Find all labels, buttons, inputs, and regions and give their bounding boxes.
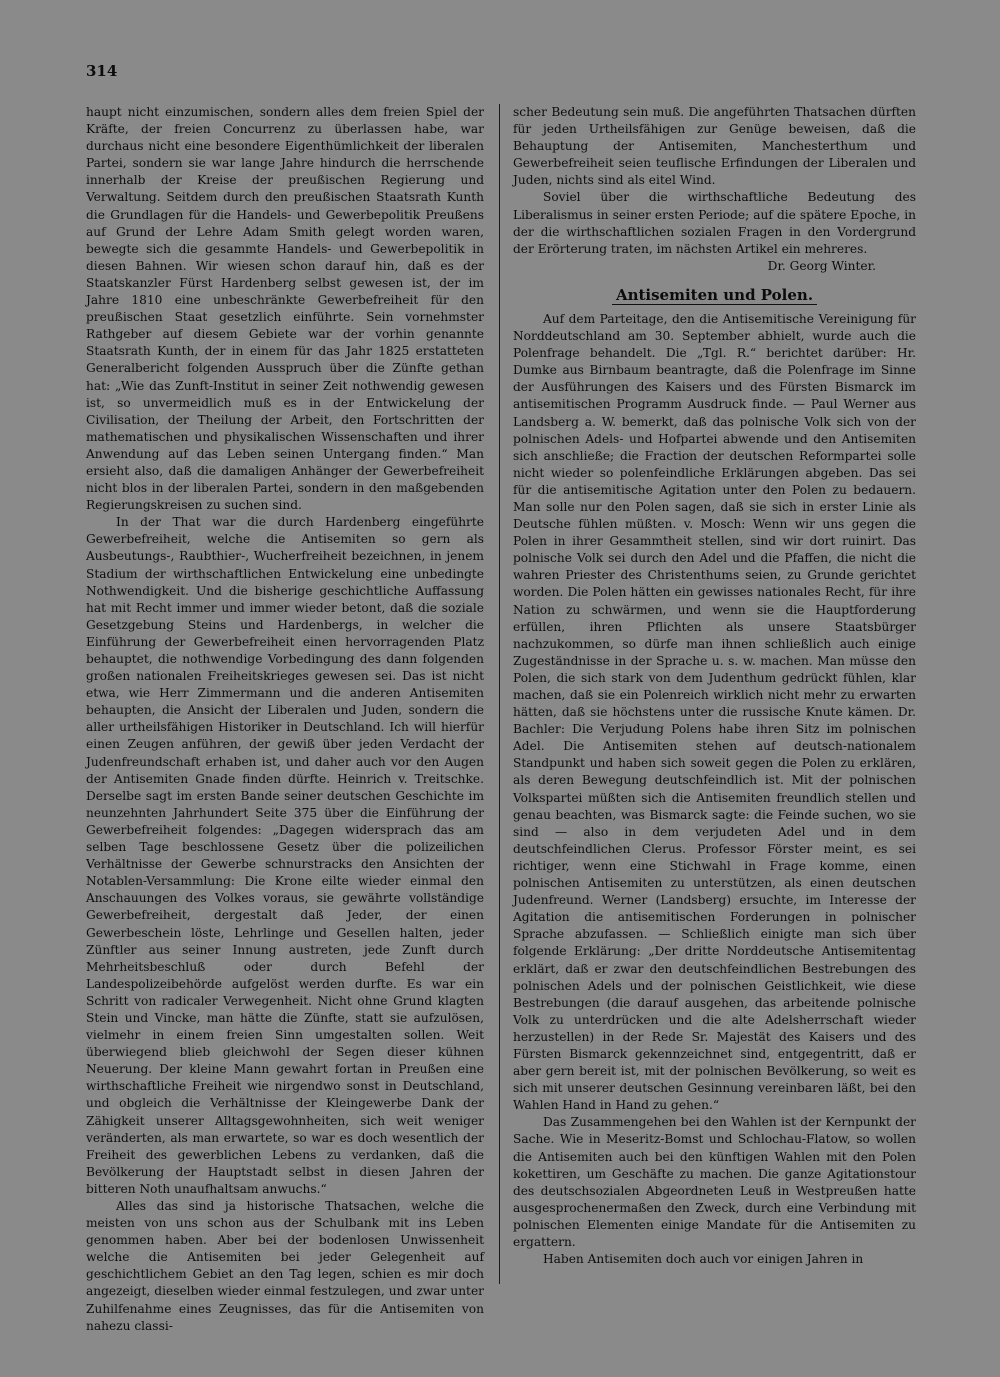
right-column [513, 104, 916, 1268]
article-title-text: Antisemiten und Polen. [612, 286, 817, 305]
paragraph: Das Zusammengehen bei den Wahlen ist der Kernpunkt der Sache. Wie in Meseritz-Bomst und Schlochau-Flatow, so wollen die Antisemiten auch bei den künftigen Wahlen mit den Polen kokettiren, um Geschäfte zu machen. Die ganze Agitationstour des deutschsozialen Abgeordneten Leuß in Westpreußen hatte ausgesprochenermaßen den Zweck, durch eine Verbindung mit polnischen Elementen einige Mandate für die Antisemiten zu ergattern. [513, 1115, 916, 1249]
left-column [86, 104, 484, 1335]
paragraph: In der That war die durch Hardenberg eingeführte Gewerbefreiheit, welche die Antisemiten so gern als Ausbeutungs-, Raubthier-, Wucherfreiheit bezeichnen, in jenem Stadium der wirthschaftlichen Entwickelung eine unbedingte Nothwendigkeit. Und die bisherige geschichtliche Auffassung hat mit Recht immer und immer wieder betont, daß die soziale Gesetzgebung Steins und Hardenbergs, in welcher die Einführung der Gewerbefreiheit einen hervorragenden Platz behauptet, die nothwendige Vorbedingung des dann folgenden großen nationalen Freiheitskrieges gewesen sei. Das ist nicht etwa, wie Herr Zimmermann und die anderen Antisemiten behaupten, die Ansicht der Liberalen und Juden, sondern die aller urtheilsfähigen Historiker in Deutschland. Ich will hierfür einen Zeugen anführen, der gewiß über jeden Verdacht der Judenfreundschaft erhaben ist, und daher auch vor den Augen der Antisemiten Gnade finden dürfte. Heinrich v. Treitschke. Derselbe sagt im ersten Bande seiner deutschen Geschichte im neunzehnten Jahrhundert Seite 375 über die Einführung der Gewerbefreiheit folgendes: „Dagegen widersprach das am selben Tage beschlossene Gesetz über die polizeilichen Verhältnisse der Gewerbe schnurstracks den Ansichten der Notablen-Versammlung: Die Krone eilte wieder einmal den Anschauungen des Volkes voraus, sie gewährte vollständige Gewerbefreiheit, dergestalt daß Jeder, der einen Gewerbeschein löste, Lehrlinge und Gesellen halten, jeder Zünftler aus seiner Innung austreten, jede Zunft durch Mehrheitsbeschluß oder durch Befehl der Landespolizeibehörde aufgelöst werden durfte. Es war ein Schritt von radicaler Verwegenheit. Nicht ohne Grund klagten Stein und Vincke, man hätte die Zünfte, statt sie aufzulösen, vielmehr in einem freien Sinn umgestalten sollen. Weit überwiegend blieb gleichwohl der Segen dieser kühnen Neuerung. Der kleine Mann gewahrt fortan in Preußen eine wirthschaftliche Freiheit wie nirgendwo sonst in Deutschland, und obgleich die Verhältnisse der Kleingewerbe Dank der Zähigkeit unserer Alltagsgewohnheiten, sich weit weniger veränderten, als man erwartete, so war es doch wesentlich der Freiheit des gewerblichen Lebens zu verdanken, daß die Bevölkerung der Hauptstadt selbst in diesen Jahren der bitteren Noth unaufhaltsam anwuchs.“ [86, 515, 484, 1196]
paragraph: haupt nicht einzumischen, sondern alles dem freien Spiel der Kräfte, der freien Concurrenz zu überlassen habe, war durchaus nicht eine besondere Eigenthümlichkeit der liberalen Partei, sondern sie war lange Jahre hindurch die herrschende innerhalb der Kreise der preußischen Regierung und Verwaltung. Seitdem durch den preußischen Staatsrath Kunth die Grundlagen für die Handels- und Gewerbepolitik Preußens auf Grund der Lehre Adam Smith gelegt worden waren, bewegte sich die gesammte Handels- und Gewerbepolitik in diesen Bahnen. Wir wiesen schon darauf hin, daß es der Staatskanzler Fürst Hardenberg selbst gewesen ist, der im Jahre 1810 eine unbeschränkte Gewerbefreiheit für den preußischen Staat gesetzlich einführte. Sein vornehmster Rathgeber auf diesem Gebiete war der vorhin genannte Staatsrath Kunth, der in einem für das Jahr 1825 erstatteten Generalbericht folgenden Ausspruch über die Zünfte gethan hat: „Wie das Zunft-Institut in seiner Zeit nothwendig gewesen ist, so unvermeidlich muß es in der Entwickelung der Civilisation, der Theilung der Arbeit, den Fortschritten der mathematischen und physikalischen Wissenschaften und ihrer Anwendung auf das Leben seinen Untergang finden.“ Man ersieht also, daß die damaligen Anhänger der Gewerbefreiheit nicht blos in der liberalen Partei, sondern in den maßgebenden Regierungskreisen zu suchen sind. [86, 105, 484, 513]
author-signature: Dr. Georg Winter. [767, 258, 876, 273]
article-title [513, 285, 916, 305]
paragraph: Alles das sind ja historische Thatsachen, welche die meisten von uns schon aus der Schulbank mit ins Leben genommen haben. Aber bei der bodenlosen Unwissenheit welche die Antisemiten bei jeder Gelegenheit auf geschichtlichem Gebiet an den Tag legen, schien es mir doch angezeigt, dieselben wieder einmal festzulegen, und zwar unter Zuhilfenahme eines Zeugnisses, das für die Antisemiten von nahezu classi- [86, 1199, 484, 1333]
paragraph: Soviel über die wirthschaftliche Bedeutung des Liberalismus in seiner ersten Periode; auf die spätere Epoche, in der die wirthschaftlichen sozialen Fragen in den Vordergrund der Erörterung traten, im nächsten Artikel ein mehreres. [513, 190, 916, 256]
paragraph: Haben Antisemiten doch auch vor einigen Jahren in [543, 1252, 864, 1267]
paragraph: scher Bedeutung sein muß. Die angeführten Thatsachen dürften für jeden Urtheilsfähigen zur Genüge beweisen, daß die Behauptung der Antisemiten, Manchesterthum und Gewerbefreiheit seien teuflische Erfindungen der Liberalen und Juden, nichts sind als eitel Wind. [513, 105, 916, 188]
column-divider [499, 104, 500, 1284]
page-number: 314 [86, 62, 118, 80]
paragraph: Auf dem Parteitage, den die Antisemitische Vereinigung für Norddeutschland am 30. September abhielt, wurde auch die Polenfrage behandelt. Die „Tgl. R.“ berichtet darüber: Hr. Dumke aus Birnbaum beantragte, daß die Polenfrage im Sinne der Ausführungen des Kaisers und des Fürsten Bismarck im antisemitischen Programm Ausdruck finde. — Paul Werner aus Landsberg a. W. bemerkt, daß das polnische Volk sich von der polnischen Adels- und Hofpartei abwende und den Antisemiten sich anschließe; die Fraction der deutschen Reformpartei solle nicht wieder so polenfeindliche Erklärungen abgeben. Das sei für die antisemitische Agitation unter den Polen zu bedauern. Man solle nur den Polen sagen, daß sie sich in erster Linie als Deutsche fühlen müßten. v. Mosch: Wenn wir uns gegen die Polen in ihrer Gesammtheit stellen, sind wir dort ruinirt. Das polnische Volk sei durch den Adel und die Pfaffen, die nicht die wahren Priester des Christenthums seien, zu Grunde gerichtet worden. Die Polen hätten ein gewisses nationales Recht, für ihre Nation zu schwärmen, und wenn sie die Hauptforderung erfüllen, ihren Pflichten als unsere Staatsbürger nachzukommen, so dürfe man ihnen schließlich auch einige Zugeständnisse in der Sprache u. s. w. machen. Man müsse den Polen, die sich stark von dem Judenthum gedrückt fühlen, klar machen, daß sie ein Polenreich wirklich nicht mehr zu erwarten hätten, daß sie höchstens unter die russische Knute kämen. Dr. Bachler: Die Verjudung Polens habe ihren Sitz im polnischen Adel. Die Antisemiten stehen auf deutsch-nationalem Standpunkt und haben sich soweit gegen die Polen zu erklären, als deren Bewegung deutschfeindlich ist. Mit der polnischen Volkspartei müßten sich die Antisemiten freundlich stellen und genau beachten, was Bismarck sagte: die Feinde suchen, wo sie sind — also in dem verjudeten Adel und in dem deutschfeindlichen Clerus. Professor Förster meint, es sei richtiger, wenn eine Stichwahl in Frage komme, einen polnischen Antisemiten zu unterstützen, als einen deutschen Judenfreund. Werner (Landsberg) ersuchte, im Interesse der Agitation die antisemitischen Forderungen in polnischer Sprache abzufassen. — Schließlich einigte man sich über folgende Erklärung: „Der dritte Norddeutsche Antisemitentag erklärt, daß er zwar den deutschfeindlichen Bestrebungen des polnischen Adels und der polnischen Geistlichkeit, wie diese Bestrebungen (die darauf ausgehen, das arbeitende polnische Volk zu unterdrücken und die alte Adelsherrschaft wieder herzustellen) in der Rede Sr. Majestät des Kaisers und des Fürsten Bismarck gekennzeichnet sind, entgegentritt, daß er aber gern bereit ist, mit der polnischen Bevölkerung, so weit es sich mit unserer deutschen Gesinnung vereinbaren läßt, bei den Wahlen Hand in Hand zu gehen.“ [513, 311, 916, 1113]
